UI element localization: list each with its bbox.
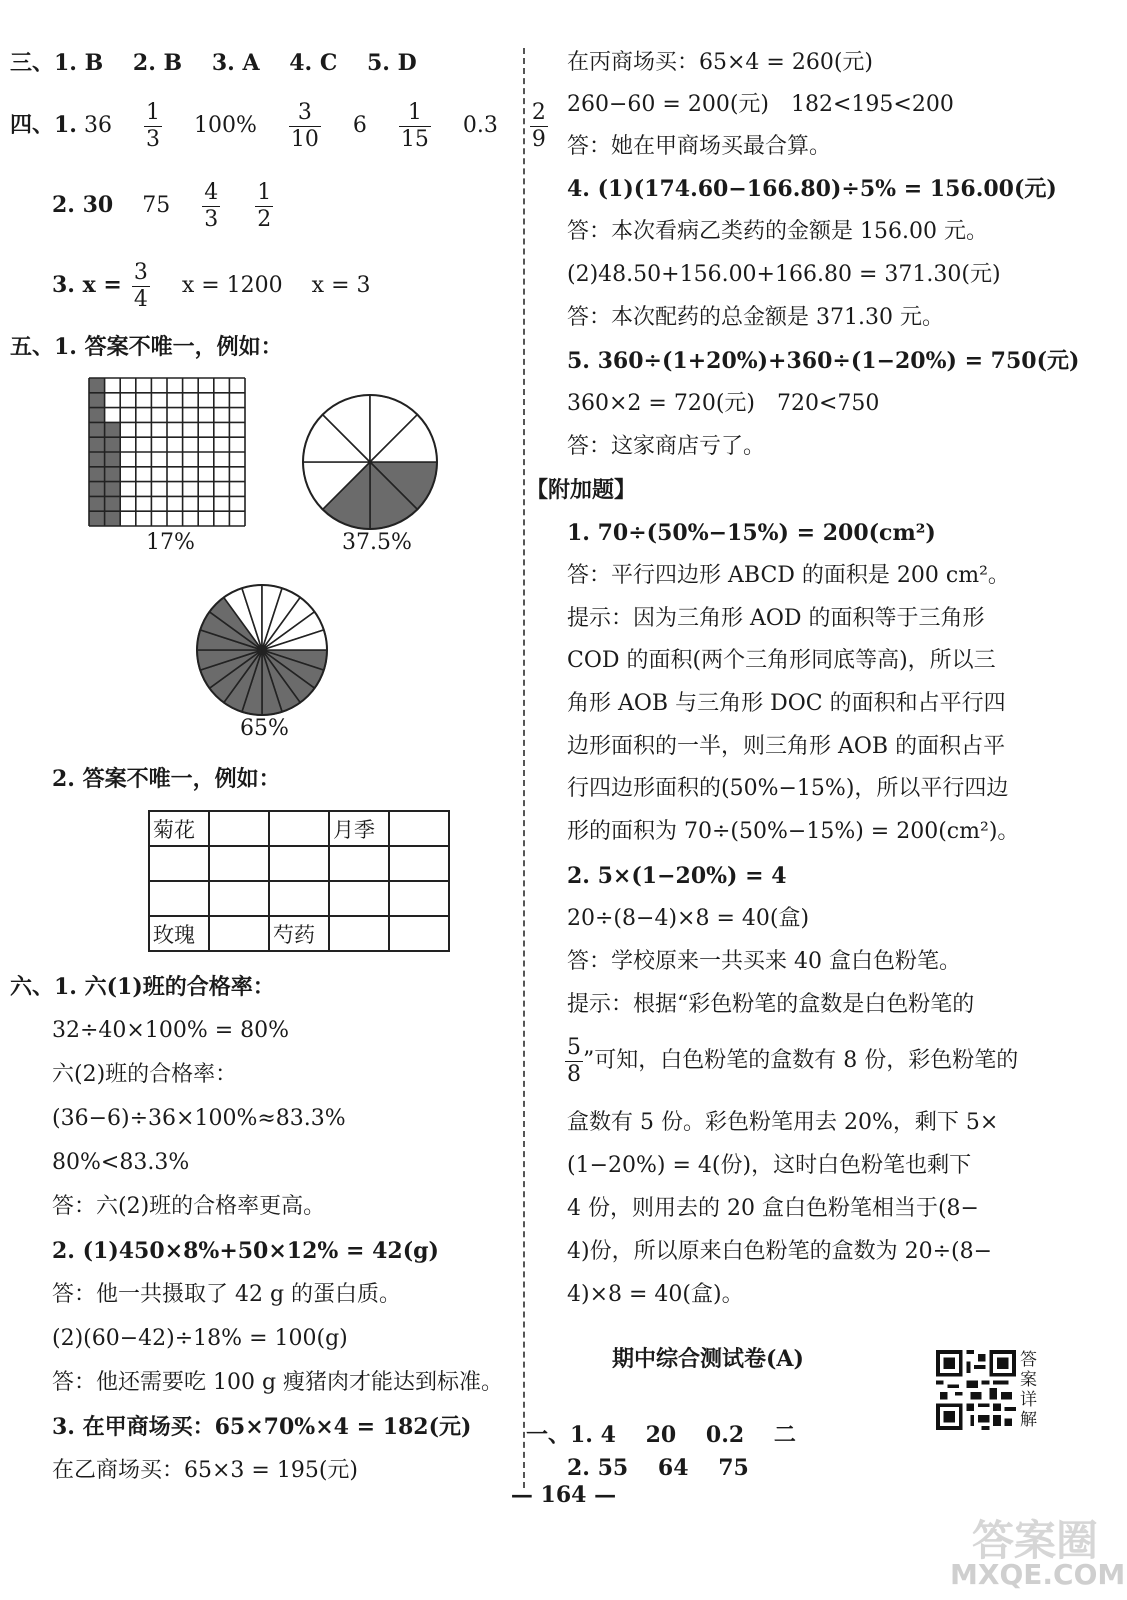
- fraction: [565, 1034, 583, 1087]
- right-line: 在丙商场买：65×4 = 260(元): [567, 50, 874, 75]
- bonus-q1: 1. 70÷(50%−15%) = 200(cm²): [567, 520, 936, 546]
- grid-shaded-cell: [89, 437, 105, 452]
- denominator: 8: [567, 1061, 581, 1087]
- value: 100%: [193, 113, 257, 138]
- table-cell: [269, 811, 329, 846]
- section-6-line: 答：六(2)班的合格率更高。: [52, 1194, 326, 1219]
- grid-shaded-cell: [89, 408, 105, 423]
- section-6-line: 80%<83.3%: [52, 1150, 190, 1175]
- grid-shaded-cell: [89, 393, 105, 408]
- grid-shaded-cell: [105, 482, 121, 497]
- value: 2. 30: [52, 192, 114, 218]
- value: 0.3: [462, 113, 498, 138]
- hint-text: ”可知，白色粉笔的盒数有 8 份，彩色粉笔的: [583, 1048, 1019, 1073]
- grid-percent-label: 17%: [146, 530, 195, 555]
- answer: 20: [645, 1422, 677, 1448]
- section-6-line: 3. 在甲商场买：65×70%×4 = 182(元): [52, 1414, 472, 1440]
- table-cell: [269, 846, 329, 881]
- numerator: 2: [531, 99, 546, 125]
- value: 6: [352, 113, 367, 138]
- numerator: 3: [133, 259, 148, 285]
- denominator: 4: [133, 286, 148, 312]
- bonus-q2-hint: 提示：根据“彩色粉笔的盒数是白色粉笔的: [567, 992, 975, 1017]
- bonus-q2-hint: 盒数有 5 份。彩色粉笔用去 20%，剩下 5×: [567, 1110, 999, 1135]
- right-line: 5. 360÷(1+20%)+360÷(1−20%) = 750(元): [567, 348, 1080, 374]
- bonus-q2-hint: 4)份，所以原来白色粉笔的盒数为 20÷(8−: [567, 1239, 993, 1264]
- denominator: 15: [400, 126, 429, 152]
- numerator: 5: [567, 1034, 581, 1060]
- right-line: 答：她在甲商场买最合算。: [567, 134, 832, 159]
- table-row: [149, 881, 449, 916]
- fraction: [289, 99, 321, 152]
- bonus-q1-hint: 形的面积为 70÷(50%−15%) = 200(cm²)。: [567, 819, 1020, 844]
- table-cell: [389, 811, 449, 846]
- bonus-q2-answer: 答：学校原来一共买来 40 盒白色粉笔。: [567, 949, 961, 974]
- equation: x = 3: [311, 273, 371, 298]
- watermark-url: MXQE.COM: [950, 1558, 1126, 1591]
- section-3-answers: [10, 48, 417, 78]
- bonus-q2-hint-fraction-line: [565, 1036, 1018, 1086]
- table-cell: [329, 916, 389, 951]
- table-row: [149, 846, 449, 881]
- circle-twentieths-percent-label: 65%: [240, 716, 289, 741]
- grid-shaded-cell: [89, 467, 105, 482]
- numerator: 1: [399, 102, 431, 127]
- answer: 一、1. 4: [526, 1422, 616, 1448]
- table-cell: [389, 916, 449, 951]
- grid-shaded-cell: [89, 378, 105, 393]
- watermark-logo: [950, 1508, 1126, 1591]
- bonus-q2-hint: 4 份，则用去的 20 盒白色粉笔相当于(8−: [567, 1196, 979, 1221]
- table-cell: [269, 881, 329, 916]
- table-cell: [209, 916, 269, 951]
- bonus-title: 【附加题】: [526, 477, 637, 503]
- grid-shaded-cell: [105, 422, 121, 437]
- grid-shaded-cell: [89, 496, 105, 511]
- right-line: 答：本次看病乙类药的金额是 156.00 元。: [567, 219, 988, 244]
- section-6-line: 六(2)班的合格率：: [52, 1062, 238, 1087]
- section-6-line: (36−6)÷36×100%≈83.3%: [52, 1106, 346, 1131]
- numerator: 1: [257, 179, 272, 205]
- fraction: [144, 99, 162, 152]
- column-divider: [523, 48, 525, 1488]
- table-cell: [149, 881, 209, 916]
- answer-3-5: 5. D: [367, 50, 417, 76]
- value: 75: [142, 193, 171, 218]
- grid-shaded-cell: [105, 467, 121, 482]
- fraction: [255, 179, 273, 232]
- right-line: 答：本次配药的总金额是 371.30 元。: [567, 305, 944, 330]
- denominator: 9: [531, 126, 546, 152]
- bonus-q1-hint: COD 的面积(两个三角形同底等高)，所以三: [567, 648, 996, 673]
- table-cell: 菊花: [149, 811, 209, 846]
- fraction: [399, 99, 431, 152]
- bonus-q2-hint: 4)×8 = 40(盒)。: [567, 1282, 744, 1307]
- denominator: 3: [204, 206, 219, 232]
- test-q1: [526, 1420, 796, 1450]
- answer: 二: [773, 1422, 796, 1448]
- table-cell: [149, 846, 209, 881]
- section-6-line: 2. (1)450×8%+50×12% = 42(g): [52, 1238, 439, 1264]
- table-cell: 月季: [329, 811, 389, 846]
- answer-3-2: 2. B: [132, 50, 183, 76]
- circle-eighths-percent-label: 37.5%: [342, 530, 412, 555]
- fraction: [202, 179, 220, 232]
- right-line: 260−60 = 200(元) 182<195<200: [567, 92, 954, 117]
- table-cell: [389, 846, 449, 881]
- grid-shaded-cell: [105, 437, 121, 452]
- page-number: — 164 —: [510, 1482, 617, 1508]
- equation: x = 1200: [181, 273, 283, 298]
- bonus-q1-hint: 提示：因为三角形 AOD 的面积等于三角形: [567, 606, 985, 631]
- grid-shaded-cell: [105, 452, 121, 467]
- grid-shaded-cell: [89, 511, 105, 526]
- grid-shaded-cell: [105, 511, 121, 526]
- watermark-text: 答案圈: [971, 1516, 1098, 1565]
- answer-3-4: 4. C: [289, 50, 338, 76]
- equation: 3. x =: [52, 272, 122, 298]
- qr-code-icon[interactable]: [936, 1350, 1016, 1430]
- bonus-q2-line: 20÷(8−4)×8 = 40(盒): [567, 906, 810, 931]
- right-line: 答：这家商店亏了。: [567, 434, 766, 459]
- section-4-q3: [52, 260, 371, 311]
- test-title: 期中综合测试卷(A): [612, 1346, 804, 1372]
- answer: 64: [657, 1455, 689, 1481]
- answer: 0.2: [705, 1422, 745, 1448]
- numerator: 3: [289, 102, 321, 127]
- bonus-q1-answer: 答：平行四边形 ABCD 的面积是 200 cm²。: [567, 563, 1010, 588]
- section-5-q1: 五、1. 答案不唯一，例如：: [10, 334, 283, 360]
- section-6-line: (2)(60−42)÷18% = 100(g): [52, 1326, 348, 1351]
- denominator: 2: [257, 206, 272, 232]
- right-line: (2)48.50+156.00+166.80 = 371.30(元): [567, 262, 1001, 287]
- test-q2: [567, 1453, 749, 1483]
- bonus-q1-hint: 角形 AOB 与三角形 DOC 的面积和占平行四: [567, 691, 1006, 716]
- answer-3-1: 三、1. B: [10, 50, 104, 76]
- table-cell: [209, 811, 269, 846]
- bonus-q1-hint: 行四边形面积的(50%−15%)，所以平行四边: [567, 776, 1009, 801]
- table-cell: [329, 881, 389, 916]
- answer: 2. 55: [567, 1455, 629, 1481]
- flower-table: [148, 810, 450, 952]
- answer: 75: [718, 1455, 749, 1481]
- percent-grid: [88, 377, 246, 527]
- table-cell: [209, 881, 269, 916]
- grid-shaded-cell: [89, 452, 105, 467]
- table-cell: [329, 846, 389, 881]
- denominator: 3: [145, 126, 160, 152]
- section-4-q2: [52, 180, 276, 231]
- table-cell: 玫瑰: [149, 916, 209, 951]
- bonus-q2: 2. 5×(1−20%) = 4: [567, 863, 787, 889]
- grid-shaded-cell: [89, 482, 105, 497]
- numerator: 4: [204, 179, 219, 205]
- section-4-label: 四、1.: [10, 112, 77, 138]
- answer-3-3: 3. A: [211, 50, 260, 76]
- table-row: [149, 811, 449, 846]
- table-cell: [209, 846, 269, 881]
- value: 36: [83, 113, 112, 138]
- denominator: 10: [290, 126, 319, 152]
- section-6-line: 六、1. 六(1)班的合格率：: [10, 974, 275, 1000]
- circle-eighths: [300, 392, 440, 532]
- fraction: [132, 259, 150, 312]
- table-cell: [389, 881, 449, 916]
- section-6-line: 答：他还需要吃 100 g 瘦猪肉才能达到标准。: [52, 1370, 504, 1395]
- qr-caption: 答案详解: [1020, 1350, 1037, 1430]
- right-line: 360×2 = 720(元) 720<750: [567, 391, 880, 416]
- fraction: [530, 99, 548, 152]
- section-4-q1: [10, 100, 551, 151]
- grid-shaded-cell: [105, 496, 121, 511]
- bonus-q1-hint: 边形面积的一半，则三角形 AOB 的面积占平: [567, 734, 1006, 759]
- grid-shaded-cell: [89, 422, 105, 437]
- right-line: 4. (1)(174.60−166.80)÷5% = 156.00(元): [567, 176, 1057, 202]
- table-row: [149, 916, 449, 951]
- bonus-q2-hint: (1−20%) = 4(份)，这时白色粉笔也剩下: [567, 1153, 972, 1178]
- circle-twentieths: [194, 582, 330, 718]
- table-cell: 芍药: [269, 916, 329, 951]
- numerator: 1: [145, 99, 160, 125]
- section-6-line: 32÷40×100% = 80%: [52, 1018, 290, 1043]
- section-5-q2: 2. 答案不唯一，例如：: [52, 766, 281, 792]
- section-6-line: 在乙商场买：65×3 = 195(元): [52, 1458, 359, 1483]
- section-6-line: 答：他一共摄取了 42 g 的蛋白质。: [52, 1282, 402, 1307]
